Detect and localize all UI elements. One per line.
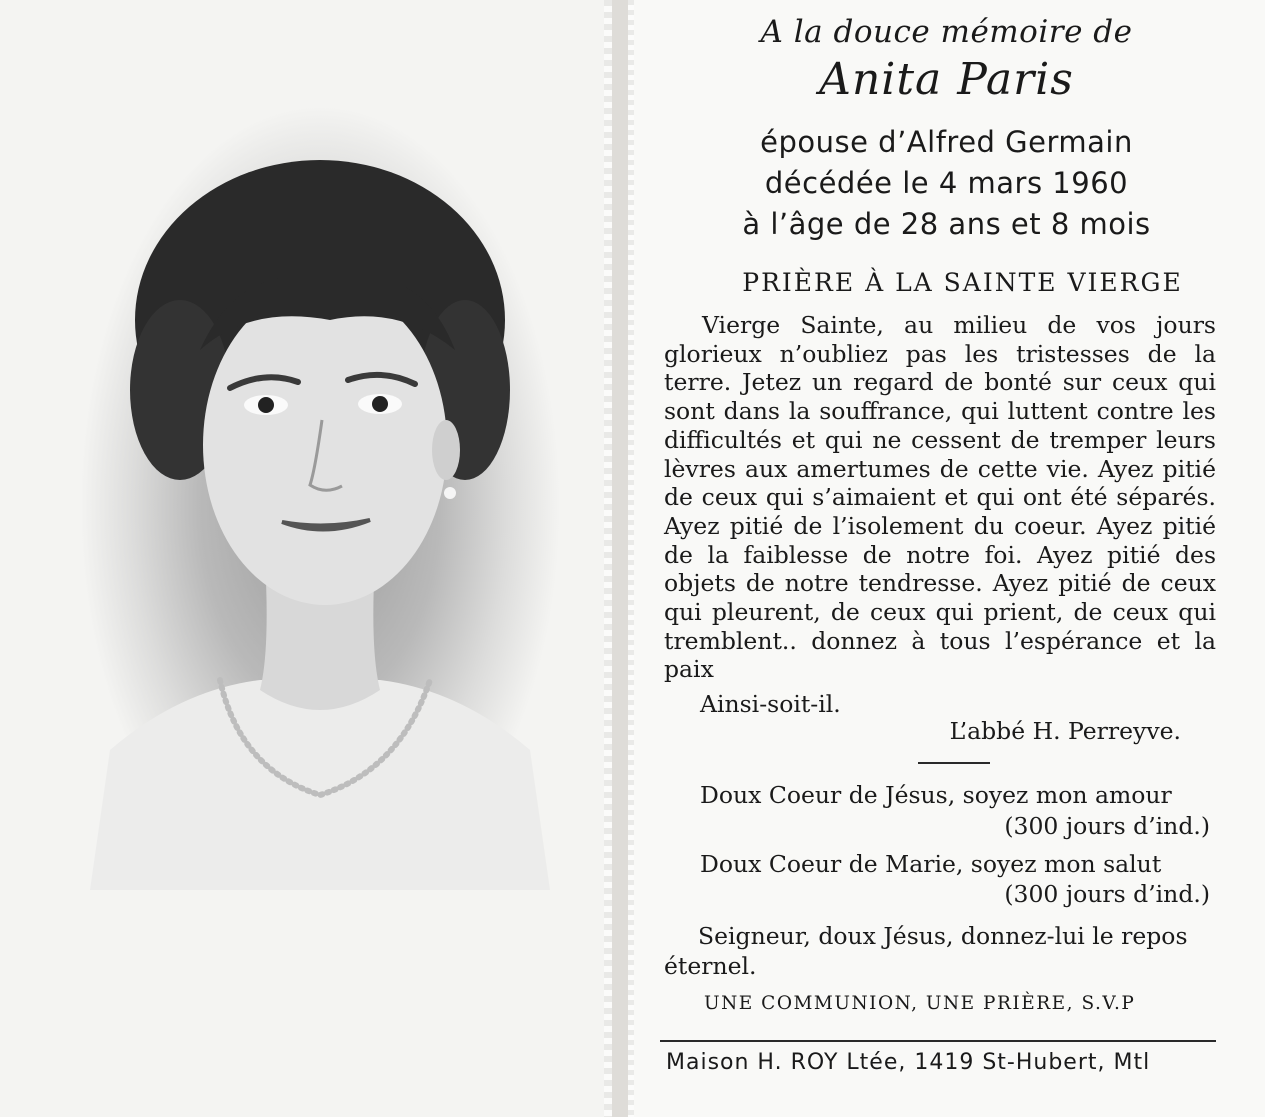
invocation-marie: Doux Coeur de Marie, soyez mon salut bbox=[700, 850, 1162, 878]
portrait-face bbox=[203, 285, 447, 605]
portrait-shoulders bbox=[90, 680, 550, 890]
text-card bbox=[628, 0, 1265, 1117]
portrait-photo bbox=[70, 90, 570, 890]
prayer-title: PRIÈRE À LA SAINTE VIERGE bbox=[742, 268, 1183, 297]
communion-request: UNE COMMUNION, UNE PRIÈRE, S.V.P bbox=[704, 993, 1136, 1014]
memorial-heading: A la douce mémoire de bbox=[760, 14, 1133, 50]
footer-divider bbox=[660, 1040, 1216, 1042]
card-gap bbox=[612, 0, 628, 1117]
indulgence-jesus: (300 jours d’ind.) bbox=[1004, 812, 1210, 840]
prayer-closing: Ainsi-soit-il. bbox=[700, 690, 841, 718]
prayer-text: Vierge Sainte, au milieu de vos jours glorieux n’oubliez pas les tristesses de la terre. Jetez un regard de bonté sur ceux qui sont dans la souffrance, qui luttent contre les difficultés et qui ne cessent de tremper leurs lèvres aux amertumes de cette vie. Ayez pitié de ceux qui s’aimaient et qui ont été séparés. Ayez pitié de l’isolement du coeur. Ayez pitié de la faiblesse de notre foi. Ayez pitié des objets de notre tendresse. Ayez pitié de ceux qui pleurent, de ceux qui prient, de ceux qui tremblent.. donnez à tous l’espérance et la paix bbox=[664, 311, 1216, 684]
prayer-body bbox=[664, 311, 1216, 684]
prayer-author: L’abbé H. Perreyve. bbox=[949, 717, 1181, 745]
spouse-line: épouse d’Alfred Germain bbox=[760, 125, 1133, 159]
printer-credit: Maison H. ROY Ltée, 1419 St-Hubert, Mtl bbox=[666, 1050, 1151, 1075]
indulgence-marie: (300 jours d’ind.) bbox=[1004, 880, 1210, 908]
deckled-edge bbox=[604, 0, 612, 1117]
invocation-jesus: Doux Coeur de Jésus, soyez mon amour bbox=[700, 781, 1172, 809]
age-line: à l’âge de 28 ans et 8 mois bbox=[742, 207, 1151, 241]
deceased-name: Anita Paris bbox=[819, 54, 1074, 105]
death-date-line: décédée le 4 mars 1960 bbox=[764, 166, 1129, 200]
final-prayer: Seigneur, doux Jésus, donnez-lui le repos éternel. bbox=[664, 922, 1188, 980]
short-divider bbox=[918, 762, 990, 764]
portrait-card bbox=[0, 0, 612, 1117]
